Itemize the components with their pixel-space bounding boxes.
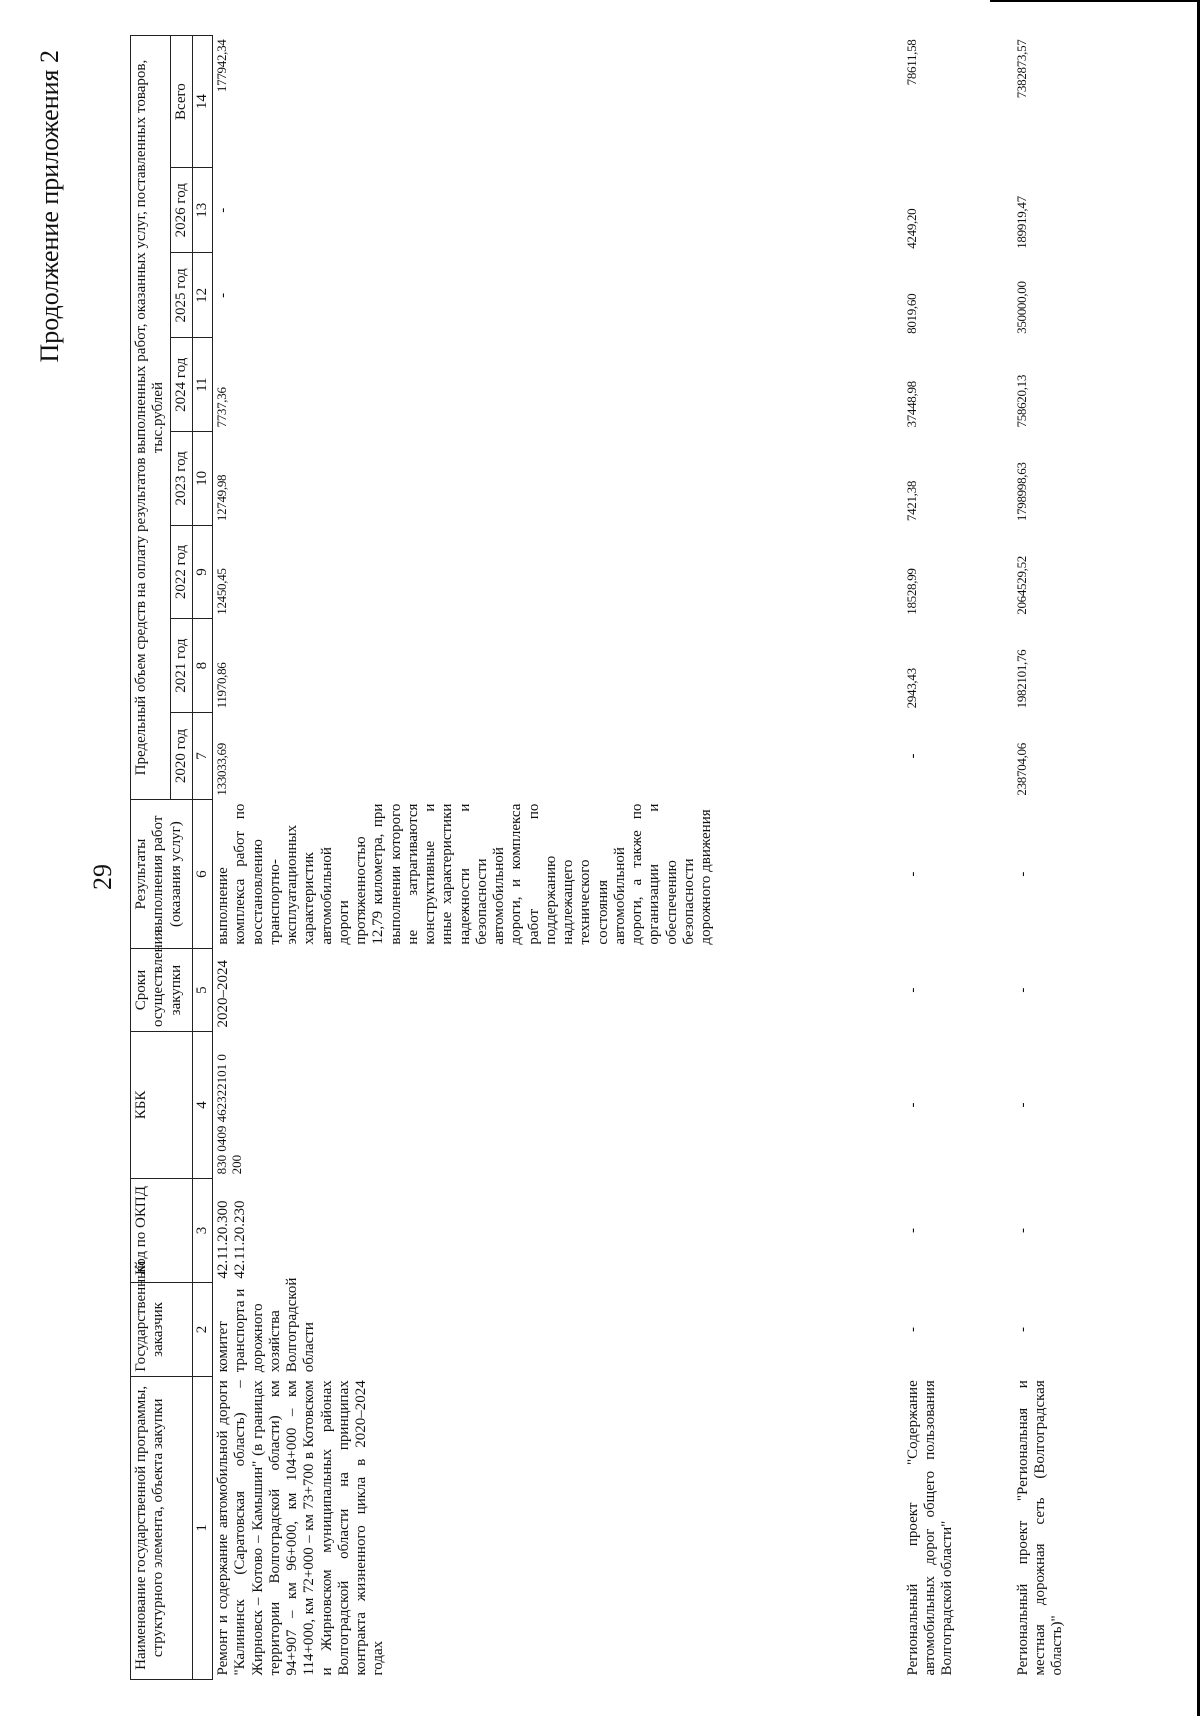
col-number: 11 [192,338,212,432]
row-okpd: - [1014,1228,1031,1234]
row-name: Региональный проект "Содержание автомобильных дорог общего пользования Волгоградской области" [904,1380,955,1676]
row-okpd: 42.11.20.300 42.11.20.230 [215,1200,249,1279]
col-number: 10 [192,432,212,526]
row-value-2025: 350000,00 [1013,281,1029,334]
row-name: Региональный проект "Региональная и местная дорожная сеть (Волгоградская область)" [1014,1380,1065,1676]
row-period: - [1014,987,1031,993]
row-value-2025: 8019,60 [903,293,919,334]
col-number: 3 [192,1178,212,1282]
row-customer: комитет транспорта и дорожного хозяйства Волгоградской области [215,1277,318,1373]
row-value-2026: 189919,47 [1013,196,1029,249]
row-name: Ремонт и содержание автомобильной дороги "Калининск (Саратовская область) – Жирновск – Котово – Камышин" (в границах территории Волгоградской области) км 94+907 – км 96+000, км 104+000 – км 114+000, км 72+000 – км 73+700 в Котовском и Жирновском муниципальных районах Волгоградской области на принципах контракта жизненного цикла в 2020–2024 годах [215,1380,387,1676]
header-total: Всего [170,36,192,168]
row-value-2021: 2943,43 [903,668,919,709]
row-value-2023: 12749,98 [214,474,229,522]
row-value-2020: - [904,753,921,759]
row-value-2026: 4249,20 [903,208,919,249]
procurement-table [130,35,1103,1680]
header-2021: 2021 год [170,619,192,713]
header-kbk: КБК [131,1032,193,1179]
row-total: 7382873,57 [1013,39,1029,99]
row-period: 2020–2024 [215,960,231,1028]
col-number: 6 [192,800,212,949]
row-value-2022: 12450,45 [214,568,229,615]
col-number: 7 [192,712,212,799]
header-2024: 2024 год [170,338,192,432]
col-number: 4 [192,1032,212,1179]
header-2023: 2023 год [170,432,192,526]
row-okpd: - [904,1228,921,1234]
row-value-2020: 133033,69 [214,743,229,796]
row-total: 78611,58 [903,39,919,86]
continuation-title: Продолжение приложения 2 [35,50,64,363]
table-row [1013,36,1103,1680]
row-value-2023: 1798998,63 [1013,462,1029,522]
table-row [903,36,1013,1680]
header-name: Наименование государственной программы, структурного элемента, объекта закупки [131,1376,193,1679]
col-number: 1 [192,1376,212,1679]
header-2025: 2025 год [170,253,192,338]
row-customer: - [904,1326,921,1332]
row-result: - [904,871,921,877]
header-period: Сроки осуществления закупки [131,949,193,1032]
col-number: 13 [192,168,212,253]
row-value-2024: 37448,98 [903,381,919,428]
row-value-2025: - [215,292,231,298]
row-value-2024: 758620,13 [1013,374,1029,428]
col-number: 14 [192,36,212,168]
row-customer: - [1014,1326,1031,1332]
row-value-2020: 238704,06 [1013,743,1029,796]
col-number: 9 [192,525,212,619]
row-value-2023: 7421,38 [903,480,919,522]
row-total: 177942,34 [214,39,229,93]
row-result: - [1014,871,1031,877]
row-value-2022: 18528,99 [903,568,919,615]
row-period: - [904,987,921,993]
scan-edge-top [990,0,1200,2]
header-result: Результаты выполнения работ (оказания услуг) [131,800,193,949]
row-result: выполнение комплекса работ по восстановлению транспортно-эксплуатационных характеристик автомобильной дороги протяженностью 12,79 километра, при выполнении которого не затрагиваются конструктивные и иные характеристики надежности и безопасности автомобильной дороги, и комплекса работ по поддержанию надлежащего технического состояния автомобильной дороги, а также по организации и обеспечению безопасности дорожного движения [215,803,714,945]
col-number: 12 [192,253,212,338]
header-customer: Государственный заказчик [131,1283,193,1377]
col-number: 2 [192,1283,212,1377]
row-kbk: - [904,1102,921,1108]
row-value-2022: 2064529,52 [1013,555,1029,615]
row-value-2021: 11970,86 [214,662,229,709]
header-2020: 2020 год [170,712,192,799]
rotated-page [0,10,1190,1710]
row-kbk: - [1014,1102,1031,1108]
header-okpd: Код по ОКПД [131,1178,193,1282]
header-group: Предельный объем средств на оплату результатов выполненных работ, оказанных услуг, поставленных товаров, тыс.рублей [131,36,171,800]
table-row [213,36,903,1680]
header-2022: 2022 год [170,525,192,619]
row-kbk: 830 0409 462322101 0 200 [214,1054,244,1175]
header-2026: 2026 год [170,168,192,253]
row-value-2021: 1982101,76 [1013,649,1029,709]
col-number: 5 [192,949,212,1032]
page-number: 29 [88,864,117,890]
row-value-2026: - [215,207,231,213]
row-value-2024: 7737,36 [214,387,229,428]
col-number: 8 [192,619,212,713]
